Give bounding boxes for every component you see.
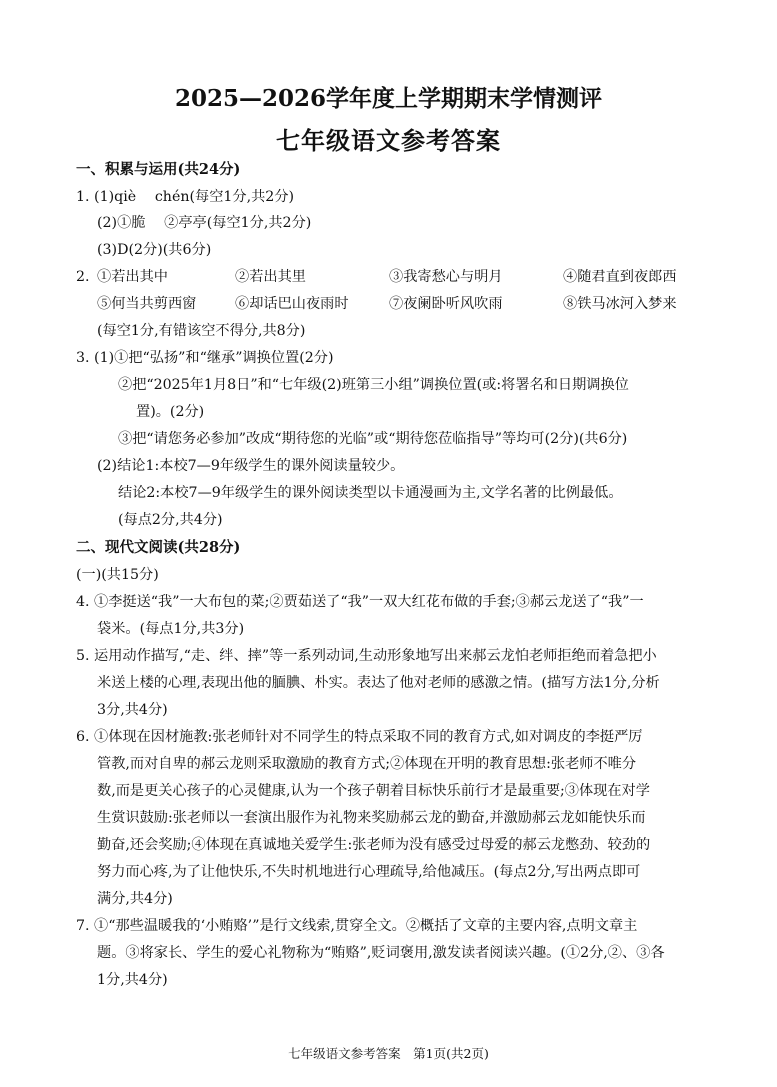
q4-line-1: 4. ①李挺送“我”一大布包的菜;②贾茹送了“我”一双大红花布做的手套;③郝云龙送了“我”一 xyxy=(76,594,644,610)
q7-line-2: 题。③将家长、学生的爱心礼物称为“贿赂”,贬词褒用,激发读者阅读兴趣。(①2分,②、③各 xyxy=(97,945,665,961)
q6-line-7: 满分,共4分) xyxy=(97,891,173,907)
q1-line-2: (2)①脆 ②亭亭(每空1分,共2分) xyxy=(97,215,312,231)
q2-number: 2. xyxy=(76,269,90,285)
section-2-sub-heading: (一)(共15分) xyxy=(76,567,159,583)
q2-item: ⑥却话巴山夜雨时 xyxy=(235,296,349,312)
q6-line-2: 管教,而对自卑的郝云龙则采取激励的教育方式;②体现在开明的教育思想:张老师不唯分 xyxy=(97,756,637,772)
q3-line-7: (每点2分,共4分) xyxy=(118,512,223,528)
q3-line-4: ③把“请您务必参加”改成“期待您的光临”或“期待您莅临指导”等均可(2分)(共6分) xyxy=(118,431,628,447)
q6-line-3: 数,而是更关心孩子的心灵健康,认为一个孩子朝着目标快乐前行才是最重要;③体现在对学 xyxy=(97,783,650,799)
q2-item: ②若出其里 xyxy=(235,269,306,285)
section-2-heading: 二、现代文阅读(共28分) xyxy=(76,539,241,556)
q5-line-3: 3分,共4分) xyxy=(97,702,168,718)
q4-line-2: 袋米。(每点1分,共3分) xyxy=(97,621,245,637)
q2-scoring-note: (每空1分,有错该空不得分,共8分) xyxy=(97,323,306,339)
q3-line-1: 3. (1)①把“弘扬”和“继承”调换位置(2分) xyxy=(76,350,334,366)
page-footer: 七年级语文参考答案 第1页(共2页) xyxy=(288,1046,489,1061)
q5-line-1: 5. 运用动作描写,“走、绊、摔”等一系列动词,生动形象地写出来郝云龙怕老师拒绝而着急把小 xyxy=(76,648,657,664)
q6-line-1: 6. ①体现在因材施教:张老师针对不同学生的特点采取不同的教育方式,如对调皮的李挺严厉 xyxy=(76,729,643,745)
q2-row-1 xyxy=(97,267,717,287)
q3-line-3: 置)。(2分) xyxy=(136,404,205,420)
q2-item: ⑧铁马冰河入梦来 xyxy=(563,296,677,312)
q1-line-3: (3)D(2分)(共6分) xyxy=(97,242,212,258)
section-1-heading: 一、积累与运用(共24分) xyxy=(76,161,241,178)
q2-item: ①若出其中 xyxy=(97,269,168,285)
q6-line-5: 勤奋,还会奖励;④体现在真诚地关爱学生:张老师为没有感受过母爱的郝云龙憋劲、较劲的 xyxy=(97,837,651,853)
page-title: 2025—2026学年度上学期期末学情测评 xyxy=(174,85,603,112)
q5-line-2: 米送上楼的心理,表现出他的腼腆、朴实。表达了他对老师的感激之情。(描写方法1分,分析 xyxy=(97,675,660,691)
q1-line-1: 1. (1)qiè chén(每空1分,共2分) xyxy=(76,189,295,205)
q2-item: ④随君直到夜郎西 xyxy=(563,269,677,285)
page-subtitle: 七年级语文参考答案 xyxy=(276,126,501,155)
q7-line-3: 1分,共4分) xyxy=(97,972,168,988)
q2-item: ⑦夜阑卧听风吹雨 xyxy=(389,296,503,312)
q6-line-4: 生赏识鼓励:张老师以一套演出服作为礼物来奖励郝云龙的勤奋,并激励郝云龙如能快乐而 xyxy=(97,810,646,826)
q3-line-2: ②把“2025年1月8日”和“七年级(2)班第三小组”调换位置(或:将署名和日期调换位 xyxy=(118,377,629,393)
q3-line-6: 结论2:本校7—9年级学生的课外阅读类型以卡通漫画为主,文学名著的比例最低。 xyxy=(118,485,623,501)
q6-line-6: 努力而心疼,为了让他快乐,不失时机地进行心理疏导,给他减压。(每点2分,写出两点即可 xyxy=(97,864,641,880)
q7-line-1: 7. ①“那些温暖我的‘小贿赂’”是行文线索,贯穿全文。②概括了文章的主要内容,点明文章主 xyxy=(76,918,638,934)
q3-line-5: (2)结论1:本校7—9年级学生的课外阅读量较少。 xyxy=(97,458,405,474)
q2-item: ③我寄愁心与明月 xyxy=(389,269,503,285)
q2-row-2 xyxy=(97,294,717,314)
q2-item: ⑤何当共剪西窗 xyxy=(97,296,197,312)
